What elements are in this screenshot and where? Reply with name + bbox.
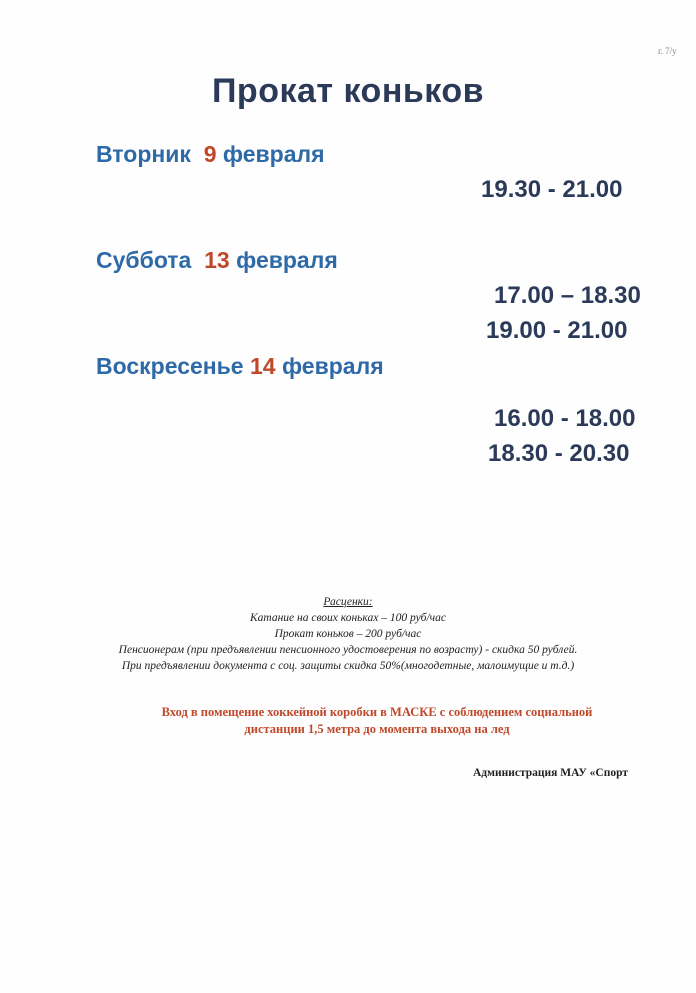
time-slot: 16.00 - 18.00 — [494, 405, 636, 432]
time-slot: 19.00 - 21.00 — [486, 317, 628, 344]
month-label: февраля — [281, 353, 384, 379]
price-line: Пенсионерам (при предъявлении пенсионного удостоверения по возрасту) - скидка 50 рублей. — [118, 644, 578, 656]
time-slot: 19.30 - 21.00 — [481, 176, 623, 203]
day-heading-saturday — [96, 247, 338, 274]
month-label: февраля — [222, 141, 325, 167]
day-heading-sunday — [96, 353, 384, 380]
weekday-label: Суббота — [96, 247, 192, 273]
month-label: февраля — [236, 247, 338, 273]
date-number: 13 — [204, 247, 230, 273]
administration-signature: Администрация МАУ «Спорт — [473, 767, 629, 779]
date-number: 14 — [250, 353, 276, 379]
prices-block — [0, 594, 696, 674]
weekday-label: Воскресенье — [96, 353, 244, 379]
notice-line: дистанции 1,5 метра до момента выхода на лед — [244, 722, 510, 736]
price-line: При предъявлении документа с соц. защиты скидка 50%(многодетные, малоимущие и т.д.) — [121, 660, 575, 672]
prices-header: Расценки: — [323, 596, 373, 608]
day-heading-tuesday — [96, 141, 325, 168]
weekday-label: Вторник — [96, 141, 191, 167]
notice-line: Вход в помещение хоккейной коробки в МАСКЕ с соблюдением социальной — [161, 705, 593, 719]
price-line: Катание на своих коньках – 100 руб/час — [250, 612, 446, 624]
mask-notice — [0, 704, 696, 738]
time-slot: 18.30 - 20.30 — [488, 440, 630, 467]
page-title: Прокат коньков — [211, 72, 484, 110]
price-line: Прокат коньков – 200 руб/час — [274, 628, 422, 640]
date-number: 9 — [203, 141, 217, 167]
corner-mark: г. 7/у — [658, 46, 677, 56]
time-slot: 17.00 – 18.30 — [494, 282, 641, 309]
